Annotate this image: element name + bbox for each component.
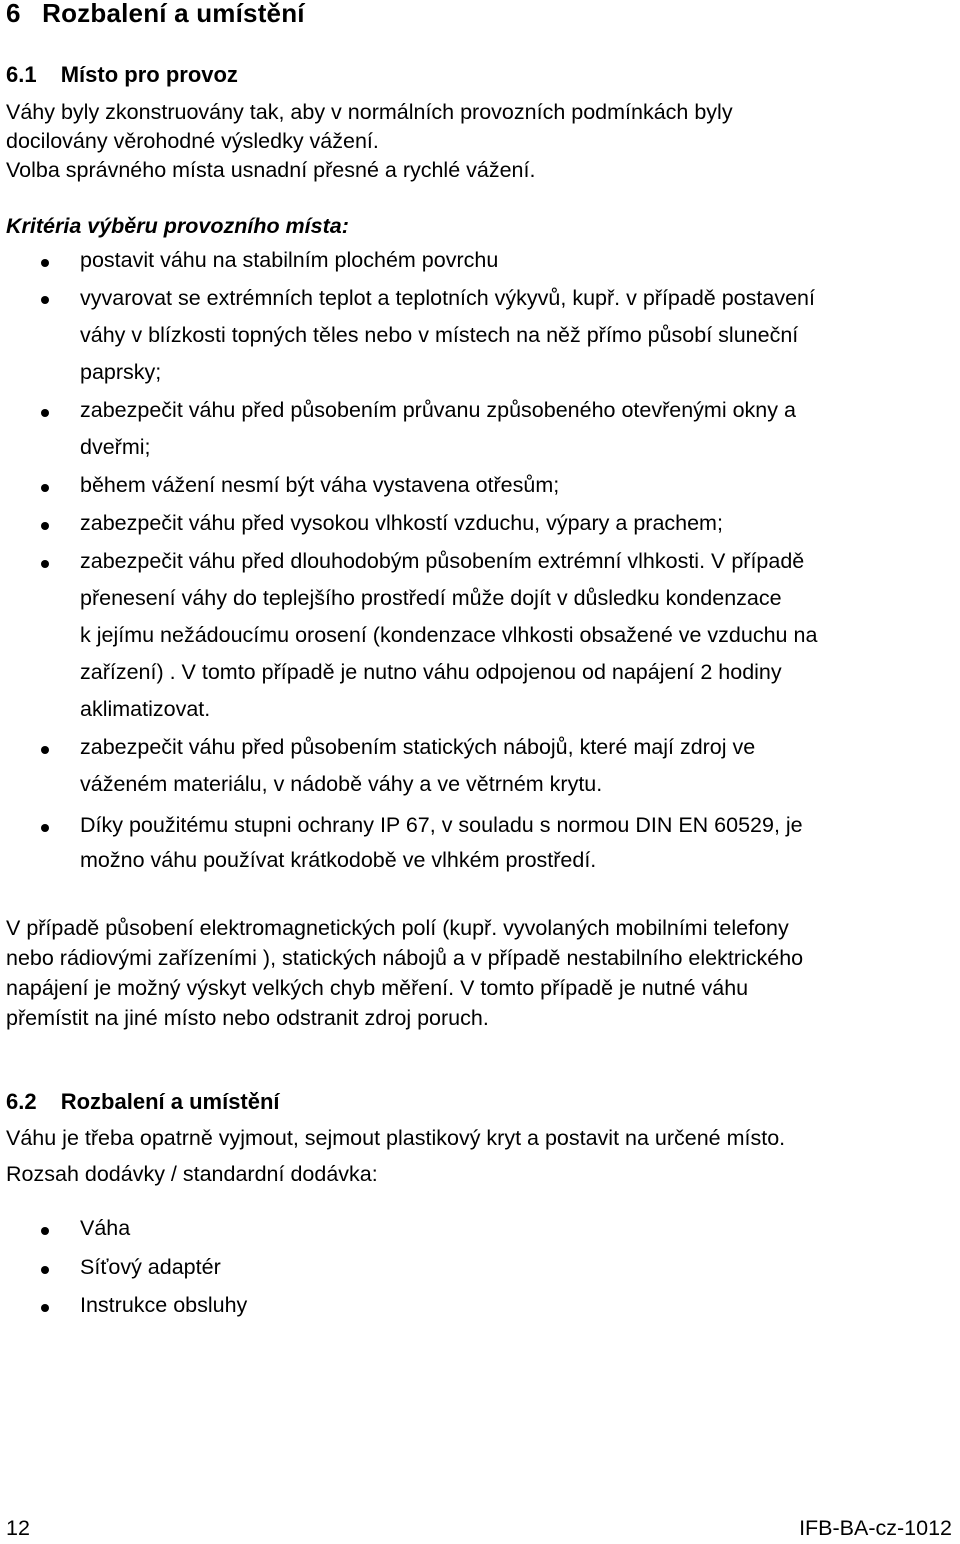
criteria-item: zabezpečit váhu před vysokou vlhkostí vzduchu, výpary a prachem; bbox=[80, 511, 723, 535]
section-number: 6.2 bbox=[6, 1089, 37, 1114]
emi-paragraph-line: přemístit na jiné místo nebo odstranit zdroj poruch. bbox=[6, 1006, 489, 1030]
bullet-icon bbox=[41, 1266, 49, 1274]
criteria-item-continuation: váženém materiálu, v nádobě váhy a ve větrném krytu. bbox=[80, 772, 603, 796]
criteria-item: postavit váhu na stabilním plochém povrchu bbox=[80, 248, 499, 272]
criteria-item-continuation: přenesení váhy do teplejšího prostředí může dojít v důsledku kondenzace bbox=[80, 586, 782, 610]
delivery-item: Instrukce obsluhy bbox=[80, 1293, 248, 1317]
delivery-item: Síťový adaptér bbox=[80, 1255, 221, 1279]
bullet-icon bbox=[41, 560, 49, 568]
intro-line: docilovány věrohodné výsledky vážení. bbox=[6, 129, 379, 153]
criteria-item: zabezpečit váhu před dlouhodobým působením extrémní vlhkosti. V případě bbox=[80, 549, 805, 573]
page-number: 12 bbox=[6, 1516, 30, 1540]
criteria-item-continuation: aklimatizovat. bbox=[80, 697, 211, 721]
chapter-heading bbox=[6, 0, 305, 29]
section-title: Rozbalení a umístění bbox=[60, 1089, 280, 1114]
chapter-title: Rozbalení a umístění bbox=[42, 0, 305, 28]
criteria-item-continuation: možno váhu používat krátkodobě ve vlhkém prostředí. bbox=[80, 848, 597, 872]
criteria-item-continuation: paprsky; bbox=[80, 360, 162, 384]
criteria-item-continuation: váhy v blízkosti topných těles nebo v místech na něž přímo působí sluneční bbox=[80, 323, 799, 347]
section-number: 6.1 bbox=[6, 62, 37, 87]
criteria-item: Díky použitému stupni ochrany IP 67, v souladu s normou DIN EN 60529, je bbox=[80, 813, 803, 837]
criteria-item: zabezpečit váhu před působením statických nábojů, které mají zdroj ve bbox=[80, 735, 756, 759]
delivery-scope-label: Rozsah dodávky / standardní dodávka: bbox=[6, 1162, 378, 1186]
criteria-item-continuation: zařízení) . V tomto případě je nutno váhu odpojenou od napájení 2 hodiny bbox=[80, 660, 782, 684]
bullet-icon bbox=[41, 409, 49, 417]
bullet-icon bbox=[41, 1227, 49, 1235]
unpack-instruction: Váhu je třeba opatrně vyjmout, sejmout plastikový kryt a postavit na určené místo. bbox=[6, 1126, 786, 1150]
emi-paragraph-line: napájení je možný výskyt velkých chyb měření. V tomto případě je nutné váhu bbox=[6, 976, 749, 1000]
chapter-number: 6 bbox=[6, 0, 21, 28]
emi-paragraph-line: V případě působení elektromagnetických polí (kupř. vyvolaných mobilními telefony bbox=[6, 916, 789, 940]
criteria-heading: Kritéria výběru provozního místa: bbox=[6, 214, 349, 238]
bullet-icon bbox=[41, 484, 49, 492]
criteria-item-continuation: k jejímu nežádoucímu orosení (kondenzace vlhkosti obsažené ve vzduchu na bbox=[80, 623, 818, 647]
bullet-icon bbox=[41, 746, 49, 754]
section-title: Místo pro provoz bbox=[60, 62, 238, 87]
document-code: IFB-BA-cz-1012 bbox=[799, 1516, 952, 1540]
bullet-icon bbox=[41, 522, 49, 530]
bullet-icon bbox=[41, 296, 49, 304]
section-heading-6-1 bbox=[6, 62, 238, 88]
delivery-item: Váha bbox=[80, 1216, 131, 1240]
section-heading-6-2 bbox=[6, 1089, 280, 1115]
bullet-icon bbox=[41, 259, 49, 267]
criteria-item: zabezpečit váhu před působením průvanu způsobeného otevřenými okny a bbox=[80, 398, 796, 422]
intro-line: Váhy byly zkonstruovány tak, aby v normálních provozních podmínkách byly bbox=[6, 100, 733, 124]
bullet-icon bbox=[41, 824, 49, 832]
intro-line: Volba správného místa usnadní přesné a rychlé vážení. bbox=[6, 158, 536, 182]
criteria-item-continuation: dveřmi; bbox=[80, 435, 151, 459]
bullet-icon bbox=[41, 1304, 49, 1312]
criteria-item: vyvarovat se extrémních teplot a teplotních výkyvů, kupř. v případě postavení bbox=[80, 286, 815, 310]
criteria-item: během vážení nesmí být váha vystavena otřesům; bbox=[80, 473, 560, 497]
emi-paragraph-line: nebo rádiovými zařízeními ), statických nábojů a v případě nestabilního elektrického bbox=[6, 946, 804, 970]
